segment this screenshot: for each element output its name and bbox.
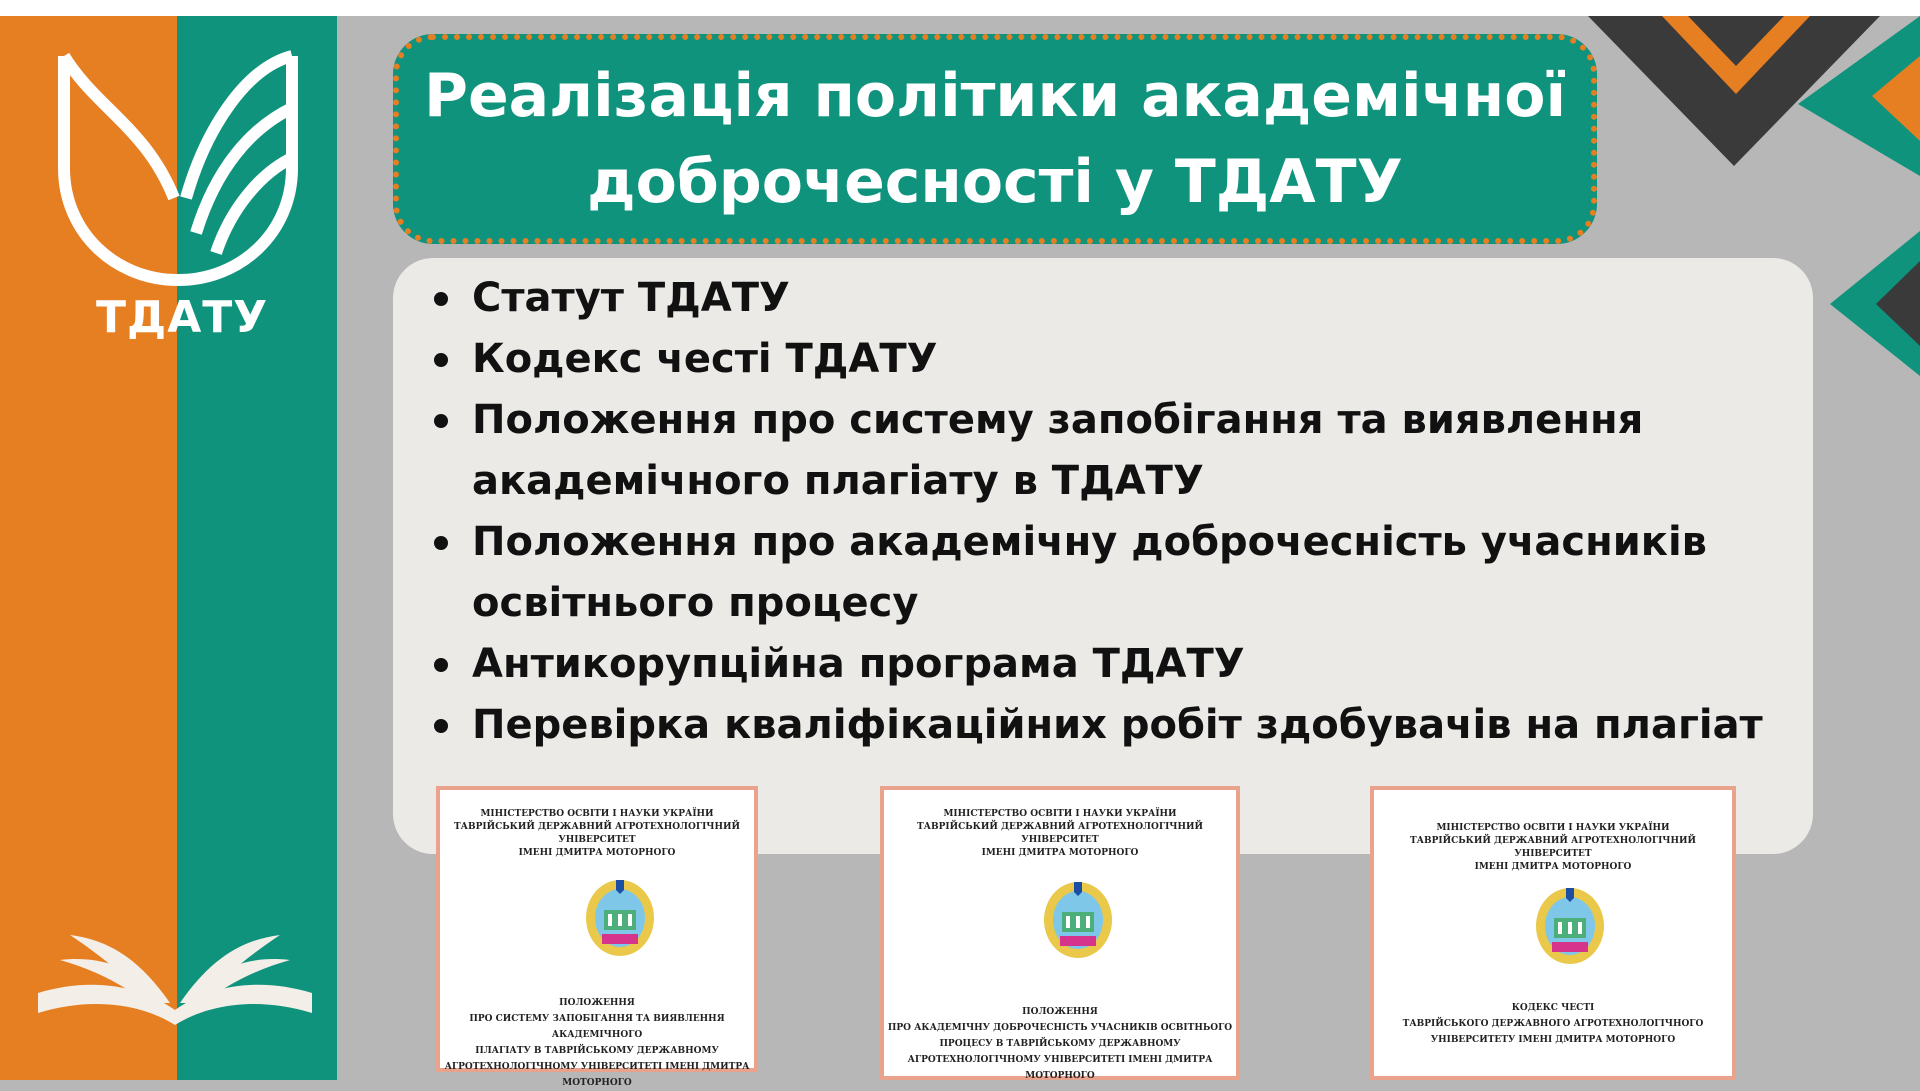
document-header: МІНІСТЕРСТВО ОСВІТИ І НАУКИ УКРАЇНИ ТАВРІЙСЬКИЙ ДЕРЖАВНИЙ АГРОТЕХНОЛОГІЧНИЙ УНІВЕРСИТЕТ ІМЕНІ ДМИТРА МОТОРНОГО bbox=[916, 809, 1204, 858]
list-item-text: Статут ТДАТУ bbox=[472, 275, 790, 321]
title-banner bbox=[393, 34, 1597, 244]
page-title: Реалізація політики академічної доброчесності у ТДАТУ bbox=[423, 61, 1567, 217]
document-header: МІНІСТЕРСТВО ОСВІТИ І НАУКИ УКРАЇНИ ТАВРІЙСЬКИЙ ДЕРЖАВНИЙ АГРОТЕХНОЛОГІЧНИЙ УНІВЕРСИТЕТ ІМЕНІ ДМИТРА МОТОРНОГО bbox=[1409, 823, 1697, 872]
university-emblem-icon bbox=[580, 874, 660, 959]
document-thumbnail[interactable] bbox=[1370, 786, 1736, 1080]
list-item-text: Перевірка кваліфікаційних робіт здобувачів на плагіат bbox=[472, 702, 1763, 748]
logo-text: ТДАТУ bbox=[96, 292, 269, 343]
list-item-text: Положення про систему запобігання та виявлення академічного плагіату в ТДАТУ bbox=[472, 397, 1644, 504]
list-item-text: Кодекс честі ТДАТУ bbox=[472, 336, 938, 382]
list-item bbox=[432, 695, 1763, 756]
document-title: ПОЛОЖЕННЯ ПРО СИСТЕМУ ЗАПОБІГАННЯ ТА ВИЯВЛЕННЯ АКАДЕМІЧНОГО ПЛАГІАТУ В ТАВРІЙСЬКОМУ ДЕРЖАВНОМУ АГРОТЕХНОЛОГІЧНОМУ УНІВЕРСИТЕТІ ІМЕНІ ДМИТРА МОТОРНОГО bbox=[444, 998, 750, 1088]
university-emblem-icon bbox=[1530, 882, 1610, 967]
policy-list bbox=[432, 268, 1763, 756]
list-item bbox=[432, 512, 1763, 634]
list-item bbox=[432, 268, 1763, 329]
document-title: ПОЛОЖЕННЯ ПРО АКАДЕМІЧНУ ДОБРОЧЕСНІСТЬ УЧАСНИКІВ ОСВІТНЬОГО ПРОЦЕСУ В ТАВРІЙСЬКОМУ ДЕРЖАВНОМУ АГРОТЕХНОЛОГІЧНОМУ УНІВЕРСИТЕТІ ІМЕНІ ДМИТРА МОТОРНОГО bbox=[887, 1007, 1233, 1081]
university-logo-icon bbox=[56, 48, 301, 288]
document-thumbnail[interactable] bbox=[436, 786, 758, 1088]
top-strip bbox=[0, 0, 1920, 16]
document-thumbnail[interactable] bbox=[880, 786, 1240, 1080]
list-item bbox=[432, 390, 1763, 512]
list-item-text: Антикорупційна програма ТДАТУ bbox=[472, 641, 1245, 687]
list-item bbox=[432, 634, 1763, 695]
list-item-text: Положення про академічну доброчесність учасників освітнього процесу bbox=[472, 519, 1707, 626]
university-emblem-icon bbox=[1038, 876, 1118, 961]
document-title: КОДЕКС ЧЕСТІ ТАВРІЙСЬКОГО ДЕРЖАВНОГО АГРОТЕХНОЛОГІЧНОГО УНІВЕРСИТЕТУ ІМЕНІ ДМИТРА МОТОРНОГО bbox=[1402, 1003, 1704, 1045]
document-header: МІНІСТЕРСТВО ОСВІТИ І НАУКИ УКРАЇНИ ТАВРІЙСЬКИЙ ДЕРЖАВНИЙ АГРОТЕХНОЛОГІЧНИЙ УНІВЕРСИТЕТ ІМЕНІ ДМИТРА МОТОРНОГО bbox=[453, 809, 741, 858]
open-book-icon bbox=[30, 915, 320, 1030]
list-item bbox=[432, 329, 1763, 390]
